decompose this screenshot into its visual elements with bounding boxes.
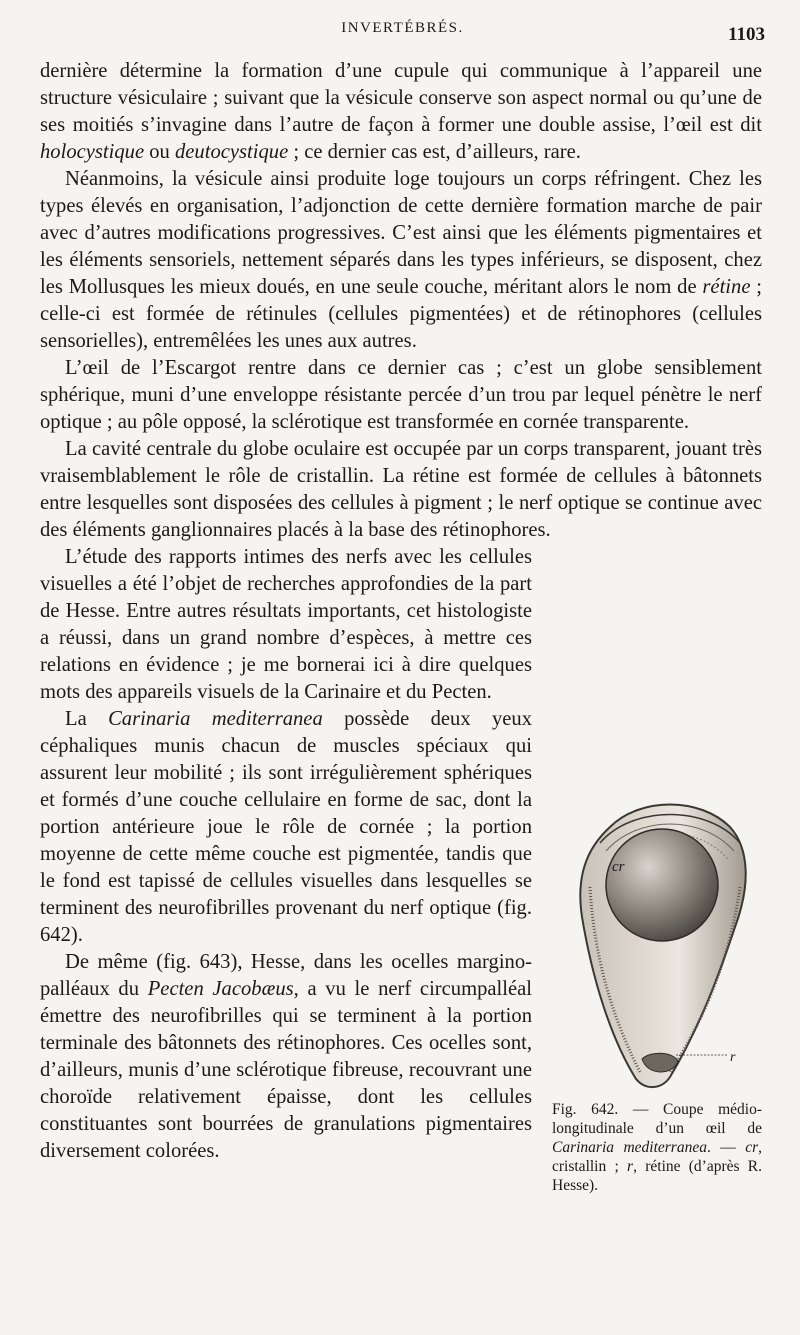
text-run: La — [65, 708, 109, 730]
paragraph — [40, 355, 762, 436]
italic-text: cr — [745, 1139, 759, 1156]
text-run: , a vu le nerf circumpalléal émettre des neurofibrilles qui se terminent à la portion terminale des bâtonnets des rétinophores. Ces ocelles sont, d’ailleurs, munis d’une sclérotique fibreuse, recouvrant une choroïde relativement épaisse, dont les cellules constituantes sont bourrées de granulations pigmentaires diversement colorées. — [40, 978, 532, 1162]
italic-text: rétine — [702, 276, 751, 298]
text-run: dernière détermine la formation d’une cupule qui communique à l’appareil une structure vésiculaire ; suivant que la vésicule conserve son aspect normal ou qu’une de ses moitiés s’invagine dans l’autre de façon à former une double assise, l’œil est dit — [40, 60, 762, 136]
text-run: possède deux yeux céphaliques munis chacun de muscles spéciaux qui assurent leur mobilité ; ils sont irrégulièrement sphériques et formés d’une couche cellulaire en forme de sac, dont la portion antérieure joue le rôle de cornée ; la portion moyenne de cette même couche est pigmentée, tandis que le fond est tapissé de cellules visuelles dans lesquelles se terminent des neurofibrilles provenant du nerf optique (fig. 642). — [40, 708, 533, 946]
italic-text: holocystique — [40, 141, 145, 163]
italic-text: Pecten Jacobæus — [147, 978, 294, 1000]
text-run: Néanmoins, la vésicule ainsi produite loge toujours un corps réfringent. Chez les types élevés en organisation, l’adjonction de cette dernière formation marche de pair avec d’autres modifications progressives. C’est ainsi que les éléments pigmentaires et les éléments sensoriels, nettement séparés dans les types inférieurs, se disposent, chez les Mollusques les mieux doués, en une seule couche, méritant alors le nom de — [40, 168, 762, 298]
text-run: L’étude des rapports intimes des nerfs avec les cellules visuelles a été l’objet de recherches approfondies de la part de Hesse. Entre autres résultats importants, cet histologiste a réussi, dans un grand nombre d’espèces, à mettre ces relations en évidence ; je me bornerai ici à dire quelques mots des appareils visuels de la Carinaire et du Pecten. — [40, 546, 532, 703]
text-run: ; ce dernier cas est, d’ailleurs, rare. — [288, 141, 581, 163]
label-cr: cr — [612, 859, 625, 875]
paragraph — [40, 544, 762, 706]
italic-text: r — [627, 1158, 634, 1175]
text-run: ; celle-ci est formée de rétinules (cellules pigmentées) et de rétinophores (cellules sensorielles), entremêlées les unes aux autres. — [40, 276, 763, 352]
italic-text: Carinaria mediterranea — [108, 708, 323, 730]
figure-caption — [550, 1100, 762, 1195]
italic-text: deutocystique — [174, 141, 289, 163]
paragraph — [40, 58, 762, 166]
paragraph — [40, 166, 762, 355]
eye-section-illustration — [550, 797, 762, 1097]
text-run: , cristallin ; — [552, 1139, 763, 1175]
running-head: INVERTÉBRÉS. — [341, 20, 464, 36]
page-header — [40, 18, 765, 54]
body-text — [40, 58, 762, 1199]
text-run: , rétine (d’après R. Hesse). — [552, 1158, 762, 1194]
text-run: L’œil de l’Escargot rentre dans ce dernier cas ; c’est un globe sensiblement sphérique, muni d’une enveloppe résistante percée d’un trou par lequel pénètre le nerf optique ; au pôle opposé, la sclérotique est transformée en cornée transparente. — [40, 357, 762, 433]
text-run: La cavité centrale du globe oculaire est occupée par un corps transparent, jouant très vraisemblablement le rôle de cristallin. La rétine est formée de cellules à bâtonnets entre lesquelles sont disposées des cellules à pigment ; le nerf optique se continue avec des éléments ganglionnaires placés à la base des rétinophores. — [40, 438, 762, 541]
text-run: . — — [706, 1139, 746, 1156]
text-run: ou — [144, 141, 175, 163]
paragraph — [40, 436, 762, 544]
figure-642 — [550, 797, 762, 1195]
italic-text: Carinaria mediterranea — [552, 1139, 707, 1156]
text-run: De même (fig. 643), Hesse, dans les ocelles margino-palléaux du — [40, 951, 532, 1000]
label-r: r — [730, 1050, 736, 1065]
page-number: 1103 — [728, 24, 765, 45]
text-run: Fig. 642. — Coupe médio-longitudinale d’un œil de — [552, 1101, 762, 1137]
